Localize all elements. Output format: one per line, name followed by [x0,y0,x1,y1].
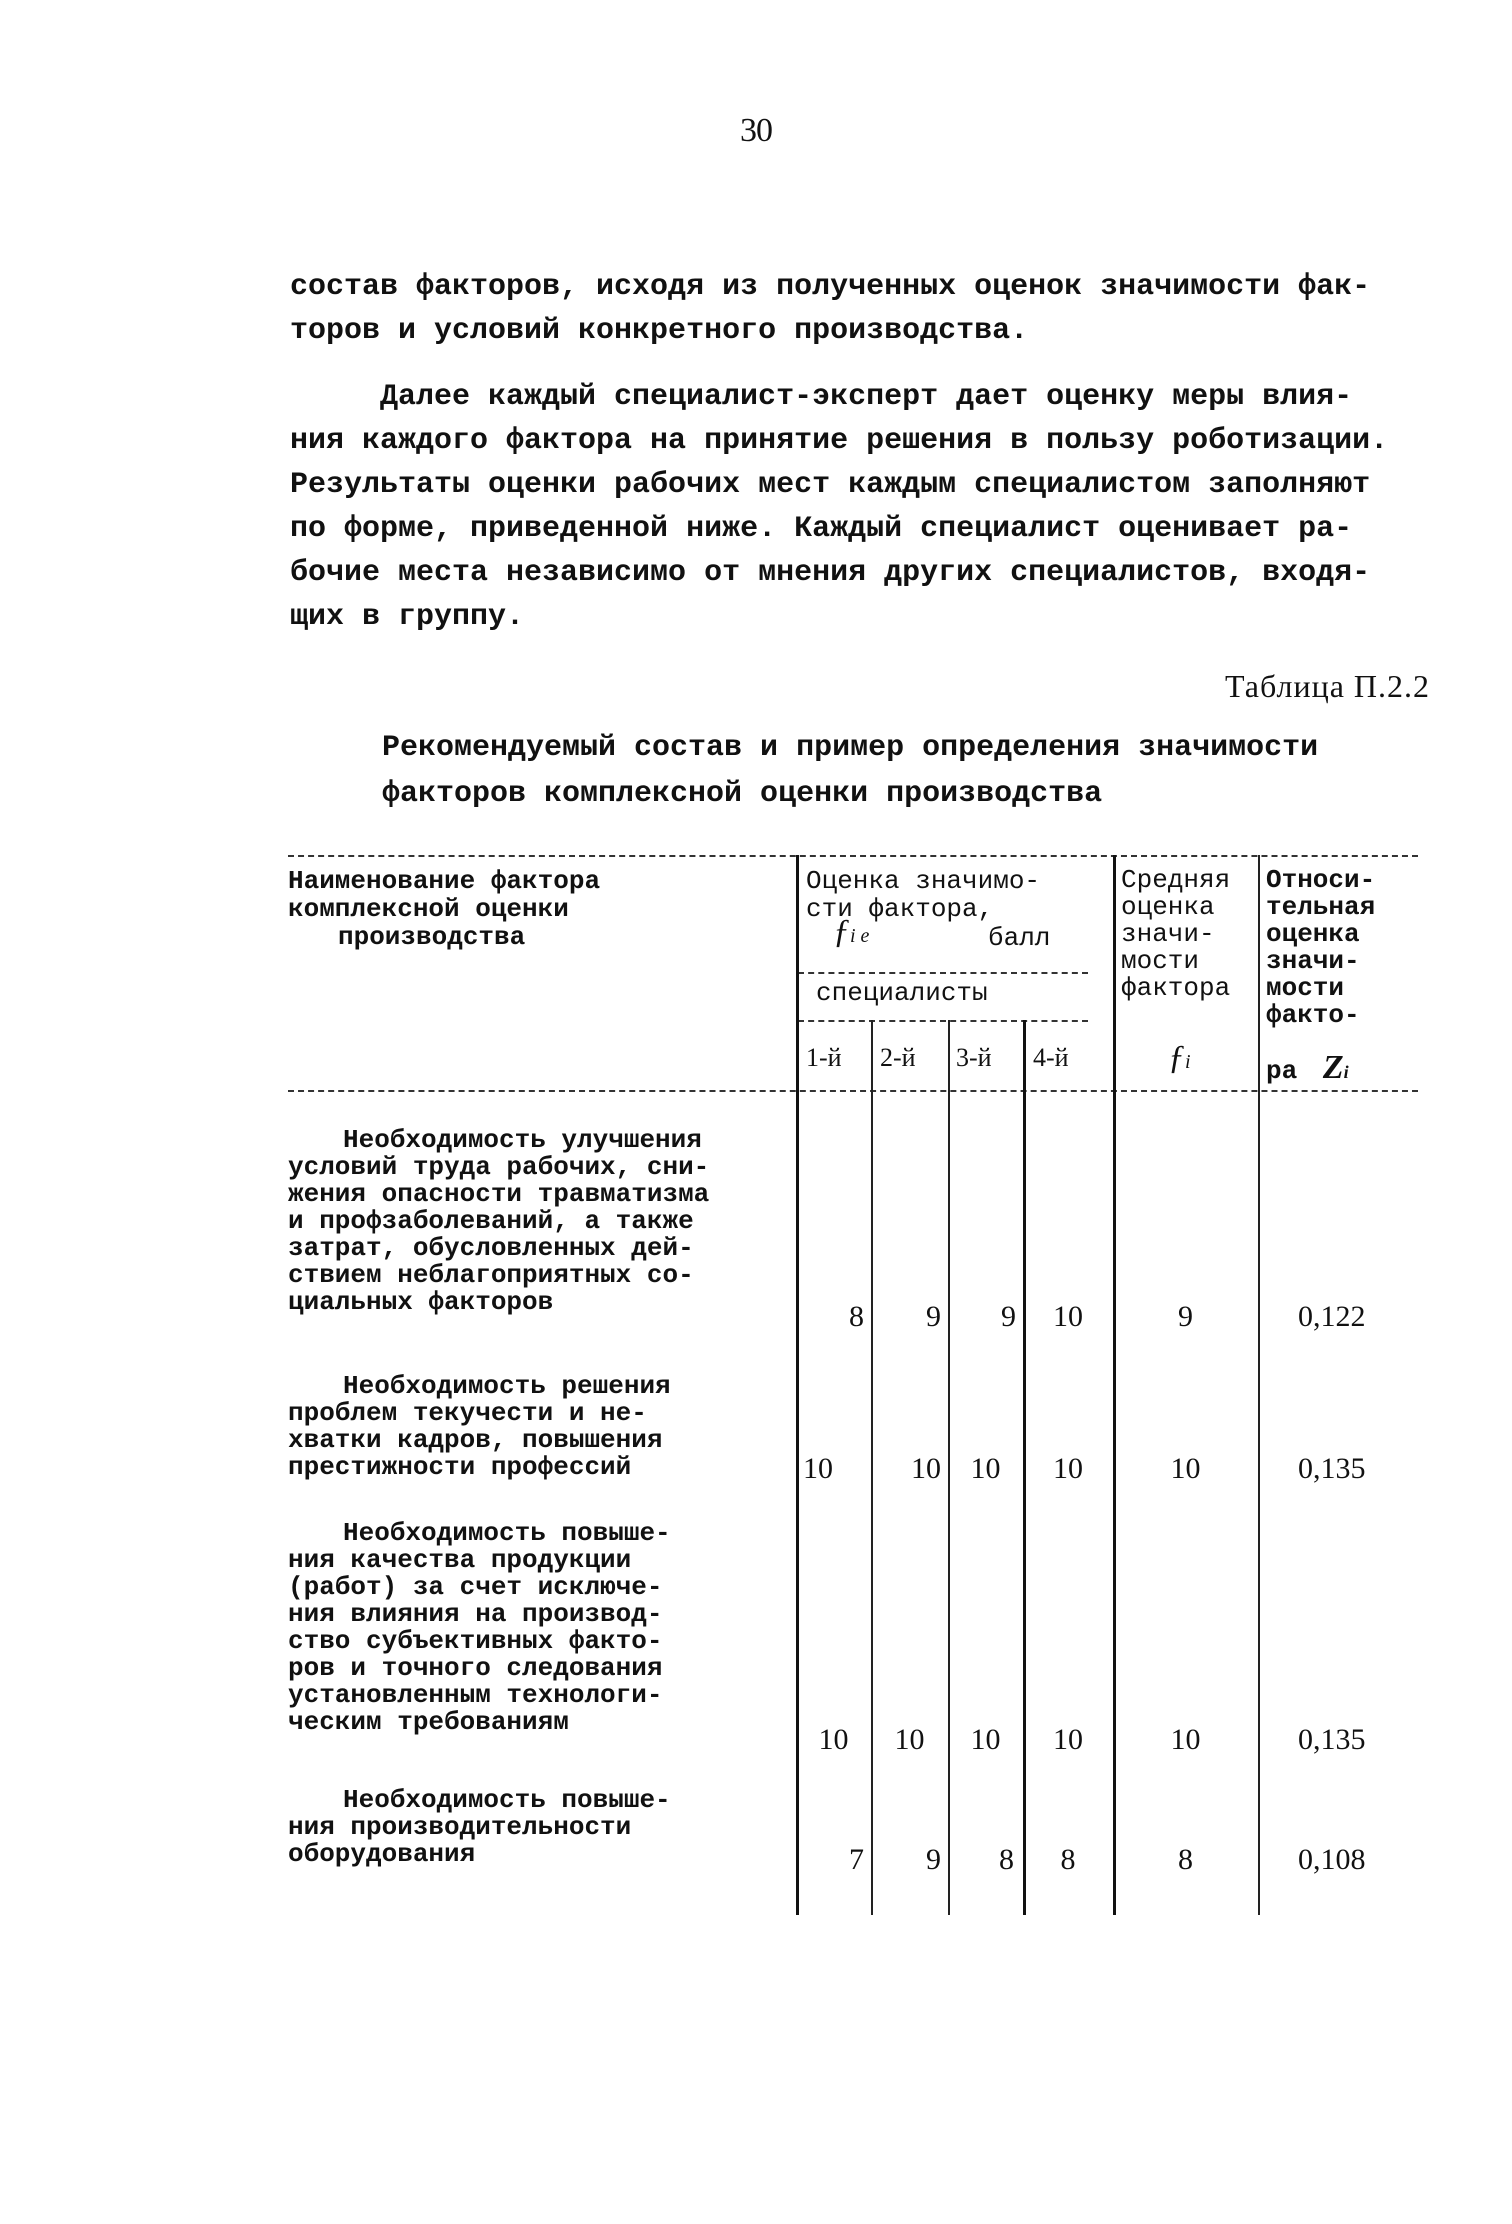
header-specialists: специалисты [816,978,988,1008]
factor-line: Необходимость решения [343,1371,671,1401]
symbol-subscript: i e [850,925,870,947]
factor-line: Необходимость повыше- [343,1785,671,1815]
caption-line: факторов комплексной оценки производства [382,777,1103,811]
factor-line: циальных факторов [288,1287,554,1317]
text-line: по форме, приведенной ниже. Каждый специалист оценивает ра- [290,512,1353,546]
header-line: фактора [1121,973,1231,1003]
header-line: мости [1121,946,1200,976]
row-2-score-2: 10 [911,1452,941,1485]
factor-line: хватки кадров, повышения [288,1425,663,1455]
row-3-score-3: 10 [970,1723,1001,1756]
row-3-average: 10 [1170,1723,1201,1756]
row-3-score-2: 10 [894,1723,925,1756]
text-line: торов и условий конкретного производства. [290,314,1029,348]
row-1-average: 9 [1178,1300,1193,1333]
row-4-score-2: 9 [926,1843,941,1876]
integral-f-symbol: ƒ [1168,1039,1185,1076]
header-score-symbol [833,913,870,950]
header-line: тельная [1266,892,1376,922]
header-score-unit [988,925,1050,951]
factor-line: затрат, обусловленных дей- [288,1233,694,1263]
row-2-score-1: 10 [803,1452,833,1485]
row-4-score-1: 7 [849,1843,864,1876]
row-4-score-4: 8 [1060,1843,1076,1876]
factor-line: престижности профессий [288,1452,632,1482]
table-caption [382,725,1382,817]
row-2-score-3: 10 [970,1452,1001,1485]
factor-line: ния влияния на производ- [288,1599,663,1629]
factor-line: ров и точного следования [288,1653,663,1683]
text-line: ния каждого фактора на принятие решения в пользу роботизации. [290,424,1389,458]
header-average-symbol [1168,1039,1191,1076]
integral-f-symbol: ƒ [833,913,850,950]
row-4-score-3: 8 [999,1843,1014,1876]
specialists-label-rule [798,972,1088,974]
z-symbol: Z [1322,1049,1344,1086]
factor-line: ния производительности [288,1812,632,1842]
table-row-2-factor [288,1373,671,1481]
row-1-score-3: 9 [1001,1300,1016,1333]
header-specialist-1: 1-й [806,1043,842,1072]
header-line: комплексной оценки [288,894,569,924]
row-3-score-4: 10 [1053,1723,1083,1756]
table-row-4-factor [288,1787,671,1868]
header-line: производства [338,922,526,952]
table-top-rule [288,855,1418,857]
header-specialist-3: 3-й [956,1043,992,1072]
header-line: оценка [1266,919,1360,949]
text-line: бочие места независимо от мнения других специалистов, входя- [290,556,1371,590]
header-specialist-2: 2-й [880,1043,916,1072]
caption-line: Рекомендуемый состав и пример определения значимости [382,731,1319,765]
paragraph-continuation [290,265,1430,353]
header-relative-last [1266,1049,1349,1086]
row-1-score-2: 9 [926,1300,941,1333]
row-2-average: 10 [1170,1452,1201,1485]
header-average [1121,867,1230,1002]
symbol-subscript: i [1185,1051,1191,1073]
row-2-score-4: 10 [1053,1452,1083,1485]
header-factor-name [288,867,600,951]
row-4-average: 8 [1178,1843,1193,1876]
specialists-sub-rule [798,1020,1088,1022]
factor-line: Необходимость улучшения [343,1125,702,1155]
header-line: Средняя [1121,865,1231,895]
row-3-relative: 0,135 [1298,1723,1366,1756]
row-1-relative: 0,122 [1298,1300,1366,1333]
row-2-relative: 0,135 [1298,1452,1366,1485]
header-line: Относи- [1266,865,1376,895]
factor-line: ство субъективных факто- [288,1626,663,1656]
paragraph-expert-evaluation [290,375,1430,639]
factor-line: установленным технологи- [288,1680,663,1710]
header-unit: балл [988,923,1051,953]
page-number: 30 [740,112,772,149]
header-line: Наименование фактора [288,866,601,896]
header-line: мости [1266,973,1345,1003]
header-line: значи- [1266,946,1360,976]
text-line: Далее каждый специалист-эксперт дает оценку меры влия- [380,380,1353,414]
header-line: Оценка значимо- [806,866,1041,896]
factor-line: жения опасности травматизма [288,1179,710,1209]
factor-line: и профзаболеваний, а также [288,1206,694,1236]
row-4-relative: 0,108 [1298,1843,1366,1876]
text-line: состав факторов, исходя из полученных оценок значимости фак- [290,270,1371,304]
header-line: ра [1266,1056,1298,1086]
factor-significance-table [288,855,1418,1915]
factor-line: проблем текучести и не- [288,1398,647,1428]
row-1-score-4: 10 [1053,1300,1083,1333]
factor-line: оборудования [288,1839,476,1869]
factor-line: (работ) за счет исключе- [288,1572,663,1602]
header-line: оценка [1121,892,1215,922]
header-line: значи- [1121,919,1215,949]
header-line: сти фактора, [806,894,994,924]
header-bottom-rule [288,1090,1418,1092]
symbol-subscript: i [1343,1062,1349,1082]
factor-line: ния качества продукции [288,1545,632,1575]
text-line: щих в группу. [290,600,525,634]
factor-line: ческим требованиям [288,1707,569,1737]
factor-line: Необходимость повыше- [343,1518,671,1548]
col-divider-relative [1258,855,1260,1915]
header-specialist-4: 4-й [1033,1043,1069,1072]
factor-line: условий труда рабочих, сни- [288,1152,710,1182]
header-line: факто- [1266,1000,1360,1030]
row-3-score-1: 10 [818,1723,849,1756]
text-line: Результаты оценки рабочих мест каждым специалистом заполняют [290,468,1371,502]
table-row-3-factor [288,1520,671,1736]
table-row-1-factor [288,1127,709,1316]
header-relative [1266,867,1375,1029]
factor-line: ствием неблагоприятных со- [288,1260,694,1290]
row-1-score-1: 8 [849,1300,864,1333]
table-label: Таблица П.2.2 [1225,668,1430,704]
